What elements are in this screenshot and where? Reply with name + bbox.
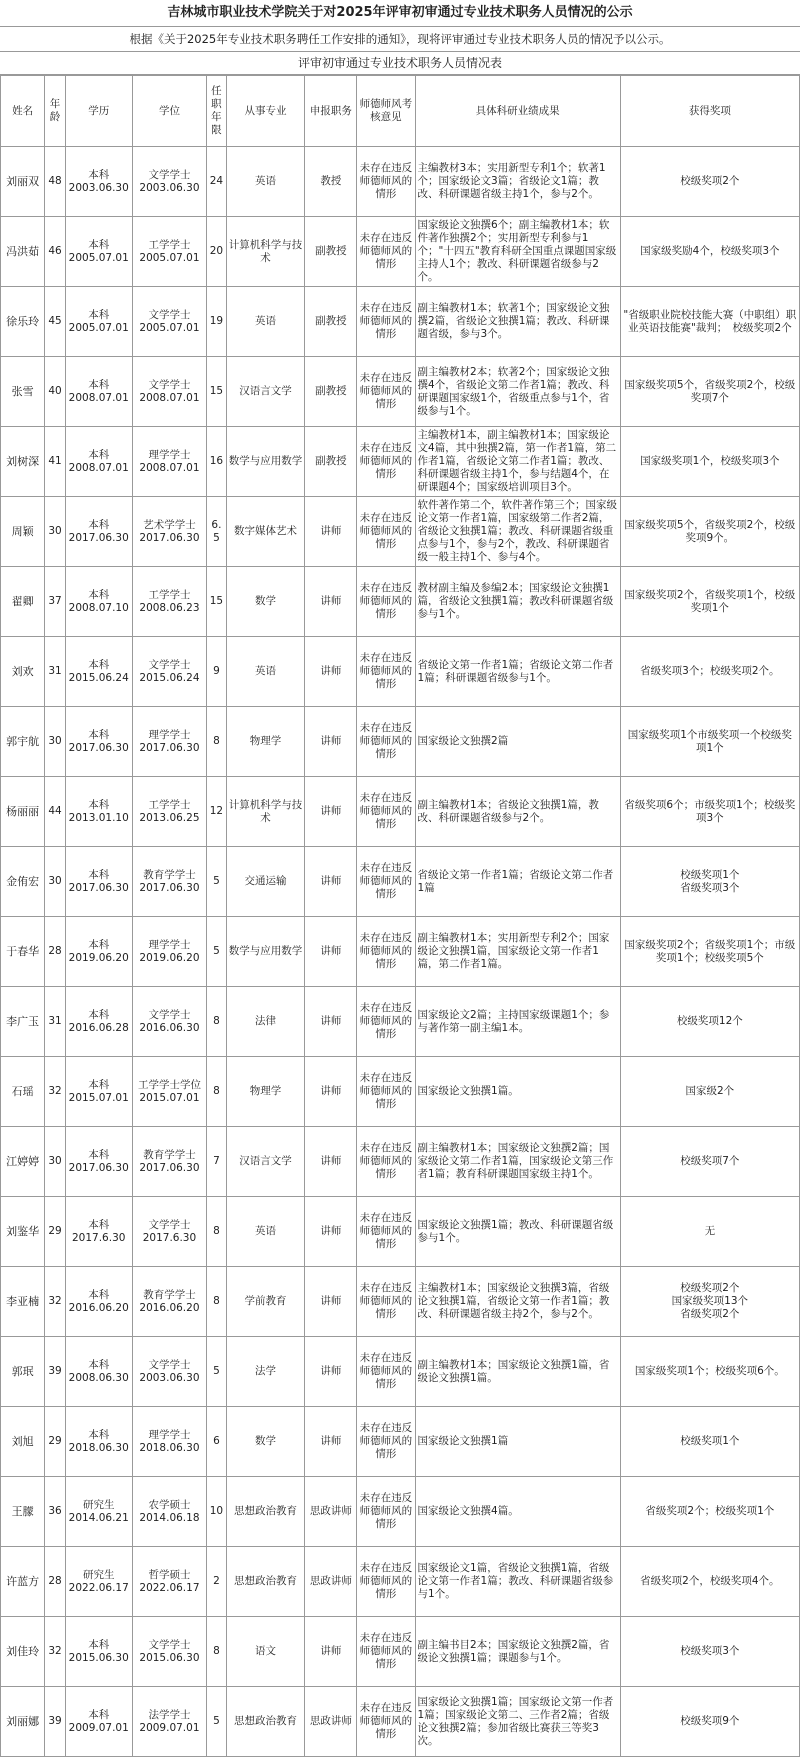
cell-name: 石瑶 (1, 1057, 45, 1127)
cell-education: 本科 2008.07.10 (65, 567, 132, 637)
cell-age: 39 (45, 1337, 66, 1407)
cell-degree: 理学学士 2008.07.01 (132, 427, 207, 497)
cell-position: 教授 (305, 147, 357, 217)
cell-position: 讲师 (305, 1337, 357, 1407)
cell-awards: 校级奖项2个 (620, 147, 799, 217)
cell-awards: 校级奖项1个 (620, 1407, 799, 1477)
table-title: 评审初审通过专业技术职务人员情况表 (0, 52, 800, 75)
cell-years: 8 (207, 707, 226, 777)
cell-ethics: 未存在违反师德师风的情形 (357, 987, 415, 1057)
cell-ethics: 未存在违反师德师风的情形 (357, 1337, 415, 1407)
cell-degree: 工学学士 2013.06.25 (132, 777, 207, 847)
cell-research: 国家级论文独撰4篇。 (415, 1477, 620, 1547)
cell-awards: 校级奖项2个 国家级奖项13个 省级奖项2个 (620, 1267, 799, 1337)
cell-degree: 教育学学士 2017.06.30 (132, 847, 207, 917)
cell-awards: 国家级奖项5个，省级奖项2个，校级奖项7个 (620, 357, 799, 427)
cell-education: 本科 2016.06.20 (65, 1267, 132, 1337)
cell-name: 许蓝方 (1, 1547, 45, 1617)
cell-research: 副主编书目2本；国家级论文独撰2篇，省级论文独撰1篇；课题参与1个。 (415, 1617, 620, 1687)
cell-years: 5 (207, 1687, 226, 1757)
cell-position: 讲师 (305, 497, 357, 567)
cell-degree: 工学学士 2005.07.01 (132, 217, 207, 287)
cell-years: 20 (207, 217, 226, 287)
cell-ethics: 未存在违反师德师风的情形 (357, 1407, 415, 1477)
header-degree: 学位 (132, 76, 207, 147)
cell-ethics: 未存在违反师德师风的情形 (357, 917, 415, 987)
cell-name: 江婷婷 (1, 1127, 45, 1197)
cell-education: 本科 2015.07.01 (65, 1057, 132, 1127)
cell-years: 2 (207, 1547, 226, 1617)
cell-research: 副主编教材2本；软著2个；国家级论文独撰4个，省级论文第二作者1篇；教改、科研课题国家级1个，省级重点参与1个，省级参与1个。 (415, 357, 620, 427)
table-row (1, 1267, 800, 1337)
cell-awards: 省级奖项6个；市级奖项1个；校级奖项3个 (620, 777, 799, 847)
table-row (1, 497, 800, 567)
cell-name: 刘鉴华 (1, 1197, 45, 1267)
cell-position: 思政讲师 (305, 1547, 357, 1617)
cell-age: 30 (45, 847, 66, 917)
cell-major: 思想政治教育 (226, 1547, 305, 1617)
cell-degree: 文学学士 2003.06.30 (132, 1337, 207, 1407)
table-header-row (1, 76, 800, 147)
table-row (1, 427, 800, 497)
header-awards: 获得奖项 (620, 76, 799, 147)
cell-major: 思想政治教育 (226, 1477, 305, 1547)
cell-position: 讲师 (305, 1267, 357, 1337)
cell-degree: 文学学士 2017.6.30 (132, 1197, 207, 1267)
cell-ethics: 未存在违反师德师风的情形 (357, 287, 415, 357)
header-position: 申报职务 (305, 76, 357, 147)
cell-ethics: 未存在违反师德师风的情形 (357, 217, 415, 287)
cell-age: 48 (45, 147, 66, 217)
cell-years: 8 (207, 1617, 226, 1687)
cell-age: 46 (45, 217, 66, 287)
cell-degree: 文学学士 2003.06.30 (132, 147, 207, 217)
cell-education: 本科 2008.06.30 (65, 1337, 132, 1407)
cell-major: 物理学 (226, 1057, 305, 1127)
cell-degree: 理学学士 2017.06.30 (132, 707, 207, 777)
cell-research: 副主编教材1本；国家级论文独撰1篇，省级论文独撰1篇。 (415, 1337, 620, 1407)
personnel-table (0, 75, 800, 1757)
cell-awards: 省级奖项2个，校级奖项4个。 (620, 1547, 799, 1617)
cell-research: 软件著作第二个，软件著作第三个；国家级论文第一作者1篇，国家级第二作者2篇，省级论文独撰1篇；教改、科研课题省级重点参与1个，参与2个，教改、科研课题省级一般主持1个、参与4个。 (415, 497, 620, 567)
cell-ethics: 未存在违反师德师风的情形 (357, 147, 415, 217)
cell-research: 国家级论文2篇；主持国家级课题1个；参与著作第一副主编1本。 (415, 987, 620, 1057)
cell-years: 6 (207, 1407, 226, 1477)
cell-education: 研究生 2014.06.21 (65, 1477, 132, 1547)
cell-research: 国家级论文1篇，省级论文独撰1篇，省级论文第一作者1篇；教改、科研课题省级参与1个。 (415, 1547, 620, 1617)
cell-name: 刘树深 (1, 427, 45, 497)
cell-education: 本科 2008.07.01 (65, 357, 132, 427)
cell-years: 24 (207, 147, 226, 217)
cell-position: 副教授 (305, 357, 357, 427)
cell-education: 本科 2016.06.28 (65, 987, 132, 1057)
cell-name: 李广玉 (1, 987, 45, 1057)
cell-position: 讲师 (305, 567, 357, 637)
table-row (1, 1687, 800, 1757)
cell-degree: 工学学士学位 2015.07.01 (132, 1057, 207, 1127)
cell-degree: 农学硕士 2014.06.18 (132, 1477, 207, 1547)
cell-ethics: 未存在违反师德师风的情形 (357, 427, 415, 497)
cell-position: 讲师 (305, 1197, 357, 1267)
cell-awards: 国家级2个 (620, 1057, 799, 1127)
header-name: 姓名 (1, 76, 45, 147)
cell-education: 本科 2015.06.24 (65, 637, 132, 707)
cell-position: 讲师 (305, 637, 357, 707)
cell-position: 副教授 (305, 217, 357, 287)
cell-research: 主编教材3本；实用新型专利1个；软著1个；国家级论文3篇；省级论文1篇；教改、科研课题省级主持1个，参与2个。 (415, 147, 620, 217)
cell-years: 16 (207, 427, 226, 497)
cell-position: 讲师 (305, 707, 357, 777)
cell-education: 本科 2017.06.30 (65, 847, 132, 917)
cell-major: 法律 (226, 987, 305, 1057)
cell-research: 副主编教材1本；省级论文独撰1篇，教改、科研课题省级参与2个。 (415, 777, 620, 847)
cell-major: 计算机科学与技术 (226, 777, 305, 847)
cell-awards: 国家级奖项2个；省级奖项1个；市级奖项1个；校级奖项5个 (620, 917, 799, 987)
cell-research: 国家级论文独撰1篇；国家级论文第一作者1篇；国家级论文第二、三作者2篇；省级论文独撰2篇；参加省级比赛获三等奖3次。 (415, 1687, 620, 1757)
cell-awards: 校级奖项12个 (620, 987, 799, 1057)
cell-name: 金侑宏 (1, 847, 45, 917)
cell-research: 主编教材1本，副主编教材1本；国家级论文4篇，其中独撰2篇，第一作者1篇，第二作者1篇，省级论文第二作者1篇；教改、科研课题省级主持1个，参与结题4个，在研课题4个；国家级培训项目3个。 (415, 427, 620, 497)
cell-degree: 文学学士 2015.06.30 (132, 1617, 207, 1687)
cell-research: 副主编教材1本；国家级论文独撰2篇；国家级论文第二作者1篇，国家级论文第三作者1篇；教育科研课题国家级主持1个。 (415, 1127, 620, 1197)
table-row (1, 1407, 800, 1477)
cell-age: 40 (45, 357, 66, 427)
cell-education: 本科 2018.06.30 (65, 1407, 132, 1477)
table-row (1, 217, 800, 287)
cell-age: 32 (45, 1057, 66, 1127)
header-education: 学历 (65, 76, 132, 147)
cell-age: 29 (45, 1407, 66, 1477)
cell-major: 学前教育 (226, 1267, 305, 1337)
cell-major: 语文 (226, 1617, 305, 1687)
table-row (1, 637, 800, 707)
cell-position: 思政讲师 (305, 1477, 357, 1547)
cell-research: 副主编教材1本；软著1个；国家级论文独撰2篇，省级论文独撰1篇；教改、科研课题省级，参与3个。 (415, 287, 620, 357)
cell-position: 讲师 (305, 1617, 357, 1687)
cell-education: 本科 2003.06.30 (65, 147, 132, 217)
cell-name: 王朦 (1, 1477, 45, 1547)
cell-age: 31 (45, 637, 66, 707)
cell-position: 讲师 (305, 1127, 357, 1197)
cell-years: 8 (207, 987, 226, 1057)
cell-research: 主编教材1本；国家级论文独撰3篇，省级论文独撰1篇，省级论文第一作者1篇；教改、科研课题省级主持2个，参与2个。 (415, 1267, 620, 1337)
cell-name: 郭宇航 (1, 707, 45, 777)
cell-major: 汉语言文学 (226, 1127, 305, 1197)
cell-ethics: 未存在违反师德师风的情形 (357, 1617, 415, 1687)
cell-age: 30 (45, 497, 66, 567)
cell-ethics: 未存在违反师德师风的情形 (357, 567, 415, 637)
cell-position: 副教授 (305, 287, 357, 357)
table-row (1, 847, 800, 917)
cell-education: 本科 2005.07.01 (65, 217, 132, 287)
cell-awards: 无 (620, 1197, 799, 1267)
cell-position: 讲师 (305, 917, 357, 987)
cell-degree: 理学学士 2018.06.30 (132, 1407, 207, 1477)
table-row (1, 1197, 800, 1267)
cell-degree: 理学学士 2019.06.20 (132, 917, 207, 987)
table-body (1, 147, 800, 1757)
cell-name: 冯洪茹 (1, 217, 45, 287)
cell-name: 刘丽双 (1, 147, 45, 217)
cell-awards: 国家级奖项1个，校级奖项3个 (620, 427, 799, 497)
table-row (1, 1617, 800, 1687)
cell-name: 刘欢 (1, 637, 45, 707)
cell-degree: 文学学士 2005.07.01 (132, 287, 207, 357)
table-row (1, 1127, 800, 1197)
cell-position: 思政讲师 (305, 1687, 357, 1757)
cell-awards: 国家级奖励4个，校级奖项3个 (620, 217, 799, 287)
cell-degree: 工学学士 2008.06.23 (132, 567, 207, 637)
cell-years: 5 (207, 917, 226, 987)
cell-education: 本科 2015.06.30 (65, 1617, 132, 1687)
cell-major: 英语 (226, 1197, 305, 1267)
cell-education: 本科 2017.06.30 (65, 497, 132, 567)
cell-ethics: 未存在违反师德师风的情形 (357, 1267, 415, 1337)
cell-ethics: 未存在违反师德师风的情形 (357, 707, 415, 777)
cell-name: 李亚楠 (1, 1267, 45, 1337)
cell-awards: 国家级奖项1个；校级奖项6个。 (620, 1337, 799, 1407)
cell-degree: 法学学士 2009.07.01 (132, 1687, 207, 1757)
cell-years: 7 (207, 1127, 226, 1197)
cell-name: 周颖 (1, 497, 45, 567)
cell-name: 刘旭 (1, 1407, 45, 1477)
table-row (1, 1547, 800, 1617)
cell-position: 讲师 (305, 777, 357, 847)
document-intro: 根据《关于2025年专业技术职务聘任工作安排的通知》，现将评审通过专业技术职务人员的情况予以公示。 (0, 27, 800, 52)
cell-degree: 文学学士 2015.06.24 (132, 637, 207, 707)
cell-ethics: 未存在违反师德师风的情形 (357, 357, 415, 427)
header-research: 具体科研业绩成果 (415, 76, 620, 147)
cell-degree: 艺术学学士 2017.06.30 (132, 497, 207, 567)
cell-awards: 校级奖项9个 (620, 1687, 799, 1757)
header-age: 年龄 (45, 76, 66, 147)
cell-ethics: 未存在违反师德师风的情形 (357, 1197, 415, 1267)
cell-ethics: 未存在违反师德师风的情形 (357, 847, 415, 917)
cell-ethics: 未存在违反师德师风的情形 (357, 1477, 415, 1547)
cell-years: 6.5 (207, 497, 226, 567)
cell-years: 5 (207, 1337, 226, 1407)
table-row (1, 777, 800, 847)
cell-age: 29 (45, 1197, 66, 1267)
cell-age: 31 (45, 987, 66, 1057)
cell-years: 5 (207, 847, 226, 917)
cell-education: 本科 2017.06.30 (65, 707, 132, 777)
cell-major: 数学与应用数学 (226, 917, 305, 987)
cell-awards: 校级奖项1个 省级奖项3个 (620, 847, 799, 917)
cell-name: 刘佳玲 (1, 1617, 45, 1687)
header-years: 任职年限 (207, 76, 226, 147)
cell-ethics: 未存在违反师德师风的情形 (357, 637, 415, 707)
cell-research: 省级论文第一作者1篇；省级论文第二作者1篇；科研课题省级参与1个。 (415, 637, 620, 707)
cell-education: 本科 2017.06.30 (65, 1127, 132, 1197)
cell-major: 数学 (226, 567, 305, 637)
cell-name: 于春华 (1, 917, 45, 987)
table-row (1, 1477, 800, 1547)
cell-age: 28 (45, 917, 66, 987)
cell-major: 数字媒体艺术 (226, 497, 305, 567)
cell-years: 12 (207, 777, 226, 847)
cell-research: 教材副主编及参编2本；国家级论文独撰1篇，省级论文独撰1篇；教改科研课题省级参与1个。 (415, 567, 620, 637)
cell-research: 国家级论文独撰1篇；教改、科研课题省级参与1个。 (415, 1197, 620, 1267)
cell-major: 英语 (226, 287, 305, 357)
cell-years: 19 (207, 287, 226, 357)
cell-age: 44 (45, 777, 66, 847)
cell-position: 讲师 (305, 1407, 357, 1477)
cell-major: 交通运输 (226, 847, 305, 917)
cell-position: 讲师 (305, 1057, 357, 1127)
cell-ethics: 未存在违反师德师风的情形 (357, 1687, 415, 1757)
cell-position: 讲师 (305, 987, 357, 1057)
cell-education: 本科 2009.07.01 (65, 1687, 132, 1757)
cell-awards: "省级职业院校技能大赛（中职组）职业英语技能赛"裁判； 校级奖项2个 (620, 287, 799, 357)
cell-research: 国家级论文独撰1篇。 (415, 1057, 620, 1127)
cell-degree: 教育学学士 2016.06.20 (132, 1267, 207, 1337)
cell-major: 英语 (226, 637, 305, 707)
cell-years: 8 (207, 1267, 226, 1337)
cell-age: 32 (45, 1267, 66, 1337)
cell-degree: 哲学硕士 2022.06.17 (132, 1547, 207, 1617)
cell-age: 32 (45, 1617, 66, 1687)
cell-name: 翟卿 (1, 567, 45, 637)
cell-position: 副教授 (305, 427, 357, 497)
table-row (1, 1057, 800, 1127)
cell-age: 45 (45, 287, 66, 357)
cell-degree: 教育学学士 2017.06.30 (132, 1127, 207, 1197)
cell-age: 37 (45, 567, 66, 637)
cell-years: 8 (207, 1057, 226, 1127)
cell-research: 国家级论文独撰6个；副主编教材1本；软件著作独撰2个；实用新型专利参与1个；"十四五"教育科研全国重点课题国家级主持人1个；教改、科研课题省级参与2个。 (415, 217, 620, 287)
table-row (1, 287, 800, 357)
cell-years: 8 (207, 1197, 226, 1267)
cell-education: 本科 2013.01.10 (65, 777, 132, 847)
cell-research: 国家级论文独撰2篇 (415, 707, 620, 777)
header-major: 从事专业 (226, 76, 305, 147)
cell-age: 30 (45, 707, 66, 777)
cell-research: 副主编教材1本；实用新型专利2个；国家级论文独撰1篇，国家级论文第一作者1篇，第二作者1篇。 (415, 917, 620, 987)
cell-name: 杨丽丽 (1, 777, 45, 847)
cell-awards: 国家级奖项2个，省级奖项1个，校级奖项1个 (620, 567, 799, 637)
cell-ethics: 未存在违反师德师风的情形 (357, 777, 415, 847)
cell-awards: 校级奖项3个 (620, 1617, 799, 1687)
table-row (1, 707, 800, 777)
cell-degree: 文学学士 2016.06.30 (132, 987, 207, 1057)
cell-education: 研究生 2022.06.17 (65, 1547, 132, 1617)
cell-degree: 文学学士 2008.07.01 (132, 357, 207, 427)
cell-age: 36 (45, 1477, 66, 1547)
header-ethics: 师德师风考核意见 (357, 76, 415, 147)
cell-major: 英语 (226, 147, 305, 217)
table-row (1, 147, 800, 217)
cell-education: 本科 2005.07.01 (65, 287, 132, 357)
cell-research: 省级论文第一作者1篇；省级论文第二作者1篇 (415, 847, 620, 917)
cell-awards: 省级奖项3个；校级奖项2个。 (620, 637, 799, 707)
table-row (1, 567, 800, 637)
cell-awards: 校级奖项7个 (620, 1127, 799, 1197)
cell-age: 30 (45, 1127, 66, 1197)
cell-years: 10 (207, 1477, 226, 1547)
document-title: 吉林城市职业技术学院关于对2025年评审初审通过专业技术职务人员情况的公示 (0, 0, 800, 27)
cell-position: 讲师 (305, 847, 357, 917)
cell-research: 国家级论文独撰1篇 (415, 1407, 620, 1477)
table-row (1, 1337, 800, 1407)
cell-name: 张雪 (1, 357, 45, 427)
cell-age: 39 (45, 1687, 66, 1757)
cell-name: 刘丽娜 (1, 1687, 45, 1757)
cell-ethics: 未存在违反师德师风的情形 (357, 1057, 415, 1127)
cell-years: 15 (207, 567, 226, 637)
cell-major: 数学 (226, 1407, 305, 1477)
cell-awards: 国家级奖项1个市级奖项一个校级奖项1个 (620, 707, 799, 777)
cell-education: 本科 2019.06.20 (65, 917, 132, 987)
cell-major: 法学 (226, 1337, 305, 1407)
cell-major: 计算机科学与技术 (226, 217, 305, 287)
table-row (1, 987, 800, 1057)
cell-years: 15 (207, 357, 226, 427)
cell-education: 本科 2008.07.01 (65, 427, 132, 497)
cell-ethics: 未存在违反师德师风的情形 (357, 1127, 415, 1197)
cell-ethics: 未存在违反师德师风的情形 (357, 1547, 415, 1617)
cell-age: 28 (45, 1547, 66, 1617)
cell-major: 物理学 (226, 707, 305, 777)
cell-major: 思想政治教育 (226, 1687, 305, 1757)
cell-major: 汉语言文学 (226, 357, 305, 427)
cell-education: 本科 2017.6.30 (65, 1197, 132, 1267)
cell-major: 数学与应用数学 (226, 427, 305, 497)
cell-awards: 国家级奖项5个，省级奖项2个，校级奖项9个。 (620, 497, 799, 567)
table-row (1, 917, 800, 987)
cell-age: 41 (45, 427, 66, 497)
cell-awards: 省级奖项2个；校级奖项1个 (620, 1477, 799, 1547)
cell-name: 徐乐玲 (1, 287, 45, 357)
cell-name: 郭珉 (1, 1337, 45, 1407)
cell-years: 9 (207, 637, 226, 707)
table-row (1, 357, 800, 427)
cell-ethics: 未存在违反师德师风的情形 (357, 497, 415, 567)
